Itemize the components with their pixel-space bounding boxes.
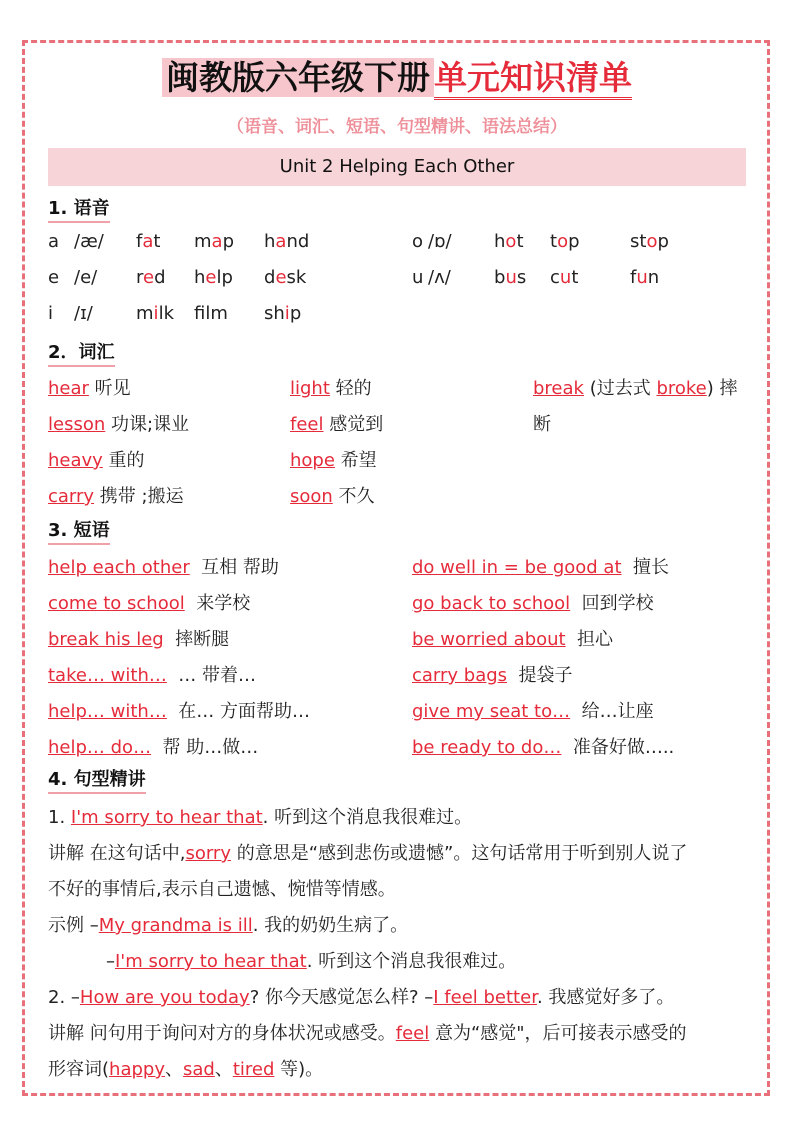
phrase-item: give my seat to… 给…让座: [412, 701, 654, 722]
phonics-word: help: [194, 267, 233, 288]
section-phonics: 1. 语音: [48, 194, 110, 223]
phonics-ipa: /ɒ/: [428, 231, 452, 252]
phrase-item: help… do… 帮 助…做…: [48, 737, 259, 758]
phrase-item: come to school 来学校: [48, 593, 251, 614]
phonics-word: flm: [194, 303, 228, 324]
vocab-item: light 轻的: [290, 378, 372, 399]
unit-title: Unit 2 Helping Each Other: [48, 148, 746, 186]
explain-2-cont: 形容词(happy、sad、tired 等)。: [48, 1059, 324, 1080]
phonics-word: stop: [630, 231, 669, 252]
vocab-item: lesson 功课;课业: [48, 414, 190, 435]
phonics-word: cut: [550, 267, 579, 288]
vocab-item: 断: [533, 414, 551, 435]
phrase-item: go back to school 回到学校: [412, 593, 654, 614]
phonics-letter: o: [412, 231, 424, 252]
phonics-word: milk: [136, 303, 174, 324]
phrase-item: help… with… 在… 方面帮助…: [48, 701, 310, 722]
phonics-word: hand: [264, 231, 310, 252]
phonics-letter: i: [48, 303, 54, 324]
vocab-item: carry 携带 ;搬运: [48, 486, 184, 507]
phonics-ipa: /ɪ/: [74, 303, 93, 324]
vocab-item: hope 希望: [290, 450, 377, 471]
section-phrases: 3. 短语: [48, 516, 110, 545]
phonics-word: map: [194, 231, 235, 252]
phrase-item: be ready to do… 准备好做…..: [412, 737, 675, 758]
section-sentences: 4. 句型精讲: [48, 765, 146, 794]
phrase-item: carry bags 提袋子: [412, 665, 573, 686]
phonics-letter: u: [412, 267, 424, 288]
vocab-item: soon 不久: [290, 486, 375, 507]
title-right: 单元知识清单: [434, 58, 632, 100]
vocab-item: feel 感觉到: [290, 414, 384, 435]
phonics-word: ship: [264, 303, 302, 324]
subtitle: （语音、词汇、短语、句型精讲、语法总结）: [227, 117, 567, 137]
vocab-item: hear 听见: [48, 378, 131, 399]
phrase-item: break his leg 摔断腿: [48, 629, 230, 650]
phrase-item: take… with… … 带着…: [48, 665, 257, 686]
explain-1-cont: 不好的事情后,表示自己遗憾、惋惜等情感。: [48, 879, 396, 900]
phonics-word: bus: [494, 267, 527, 288]
phonics-word: hot: [494, 231, 524, 252]
example-1: 示例 –My grandma is ill. 我的奶奶生病了。: [48, 915, 409, 936]
vocab-item: heavy 重的: [48, 450, 145, 471]
phrase-item: be worried about 担心: [412, 629, 614, 650]
phonics-word: fat: [136, 231, 161, 252]
title-left: 闽教版六年级下册: [162, 58, 434, 97]
phrase-item: do well in = be good at 擅长: [412, 557, 669, 578]
phonics-word: top: [550, 231, 580, 252]
phonics-word: desk: [264, 267, 307, 288]
phonics-letter: a: [48, 231, 60, 252]
sentence-2: 2. –How are you today? 你今天感觉怎么样? –I feel better. 我感觉好多了。: [48, 987, 675, 1008]
title: [0, 52, 794, 104]
explain-2: 讲解 问句用于询问对方的身体状况或感受。feel 意为“感觉"，后可接表示感受的: [48, 1023, 687, 1044]
phonics-letter: e: [48, 267, 60, 288]
example-2: –I'm sorry to hear that. 听到这个消息我很难过。: [106, 951, 517, 972]
phonics-ipa: /ʌ/: [428, 267, 451, 288]
sentence-1: 1. I'm sorry to hear that. 听到这个消息我很难过。: [48, 807, 473, 828]
section-vocab: 2．词汇: [48, 338, 115, 367]
phrase-item: help each other 互相 帮助: [48, 557, 279, 578]
explain-1: 讲解 在这句话中,sorry 的意思是“感到悲伤或遗憾”。这句话常用于听到别人说了: [48, 843, 688, 864]
phonics-word: red: [136, 267, 166, 288]
phonics-ipa: /e/: [74, 267, 98, 288]
phonics-ipa: /æ/: [74, 231, 104, 252]
phonics-word: fun: [630, 267, 660, 288]
vocab-item: break (过去式 broke) 摔: [533, 378, 738, 399]
